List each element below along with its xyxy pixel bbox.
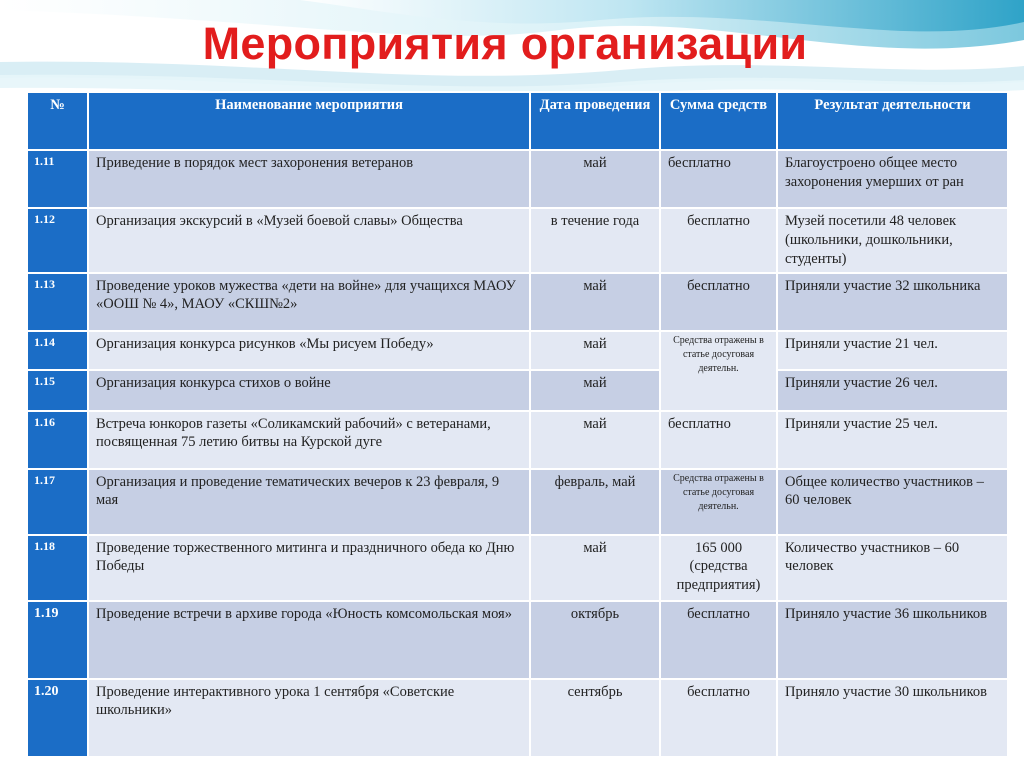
row-result: Общее количество участников – 60 человек [777, 469, 1008, 535]
page-title: Мероприятия организации [202, 18, 808, 69]
row-num: 1.17 [27, 469, 88, 535]
row-num: 1.15 [27, 370, 88, 411]
row-name: Проведение уроков мужества «дети на войне» для учащихся МАОУ «ООШ № 4», МАОУ «СКШ№2» [88, 273, 530, 331]
row-num: 1.11 [27, 150, 88, 208]
events-table [26, 91, 1007, 758]
header-result: Результат деятельности [777, 92, 1008, 150]
row-result: Приняли участие 25 чел. [777, 411, 1008, 469]
table-row [27, 370, 1008, 411]
row-name: Организация конкурса рисунков «Мы рисуем Победу» [88, 331, 530, 370]
row-date: май [530, 370, 660, 411]
row-sum: бесплатно [660, 601, 777, 679]
row-result: Благоустроено общее место захоронения умерших от ран [777, 150, 1008, 208]
row-result: Приняло участие 30 школьников [777, 679, 1008, 757]
row-result: Приняли участие 32 школьника [777, 273, 1008, 331]
row-num: 1.14 [27, 331, 88, 370]
row-date: в течение года [530, 208, 660, 273]
row-name: Проведение торжественного митинга и праздничного обеда ко Дню Победы [88, 535, 530, 601]
row-num: 1.13 [27, 273, 88, 331]
row-sum: 165 000 (средства предприятия) [660, 535, 777, 601]
header-num: № [27, 92, 88, 150]
table-row [27, 601, 1008, 679]
row-result: Приняло участие 36 школьников [777, 601, 1008, 679]
row-name: Организация экскурсий в «Музей боевой славы» Общества [88, 208, 530, 273]
header-name: Наименование мероприятия [88, 92, 530, 150]
row-num: 1.18 [27, 535, 88, 601]
row-date: сентябрь [530, 679, 660, 757]
row-date: май [530, 331, 660, 370]
row-sum: бесплатно [660, 411, 777, 469]
table-row [27, 273, 1008, 331]
table-row [27, 208, 1008, 273]
row-sum: бесплатно [660, 679, 777, 757]
row-result: Приняли участие 21 чел. [777, 331, 1008, 370]
row-name: Организация и проведение тематических вечеров к 23 февраля, 9 мая [88, 469, 530, 535]
row-sum: бесплатно [660, 150, 777, 208]
row-date: май [530, 273, 660, 331]
row-name: Проведение интерактивного урока 1 сентября «Советские школьники» [88, 679, 530, 757]
header-date: Дата проведения [530, 92, 660, 150]
table-row [27, 411, 1008, 469]
row-result: Приняли участие 26 чел. [777, 370, 1008, 411]
table-row [27, 535, 1008, 601]
row-num: 1.16 [27, 411, 88, 469]
header-sum: Сумма средств [660, 92, 777, 150]
row-sum: Средства отражены в статье досуговая деятельн. [660, 331, 777, 411]
row-sum: Средства отражены в статье досуговая деятельн. [660, 469, 777, 535]
table-row [27, 469, 1008, 535]
row-name: Встреча юнкоров газеты «Соликамский рабочий» с ветеранами, посвященная 75 летию битвы на Курской дуге [88, 411, 530, 469]
table-row [27, 331, 1008, 370]
table-row [27, 150, 1008, 208]
row-sum: бесплатно [660, 273, 777, 331]
row-result: Музей посетили 48 человек (школьники, дошкольники, студенты) [777, 208, 1008, 273]
table-row [27, 679, 1008, 757]
row-date: май [530, 411, 660, 469]
row-result: Количество участников – 60 человек [777, 535, 1008, 601]
row-name: Приведение в порядок мест захоронения ветеранов [88, 150, 530, 208]
row-num: 1.20 [27, 679, 88, 757]
row-date: май [530, 535, 660, 601]
row-num: 1.19 [27, 601, 88, 679]
table-header-row [27, 92, 1008, 150]
row-date: май [530, 150, 660, 208]
row-name: Организация конкурса стихов о войне [88, 370, 530, 411]
row-sum: бесплатно [660, 208, 777, 273]
row-num: 1.12 [27, 208, 88, 273]
row-name: Проведение встречи в архиве города «Юность комсомольская моя» [88, 601, 530, 679]
row-date: февраль, май [530, 469, 660, 535]
row-date: октябрь [530, 601, 660, 679]
